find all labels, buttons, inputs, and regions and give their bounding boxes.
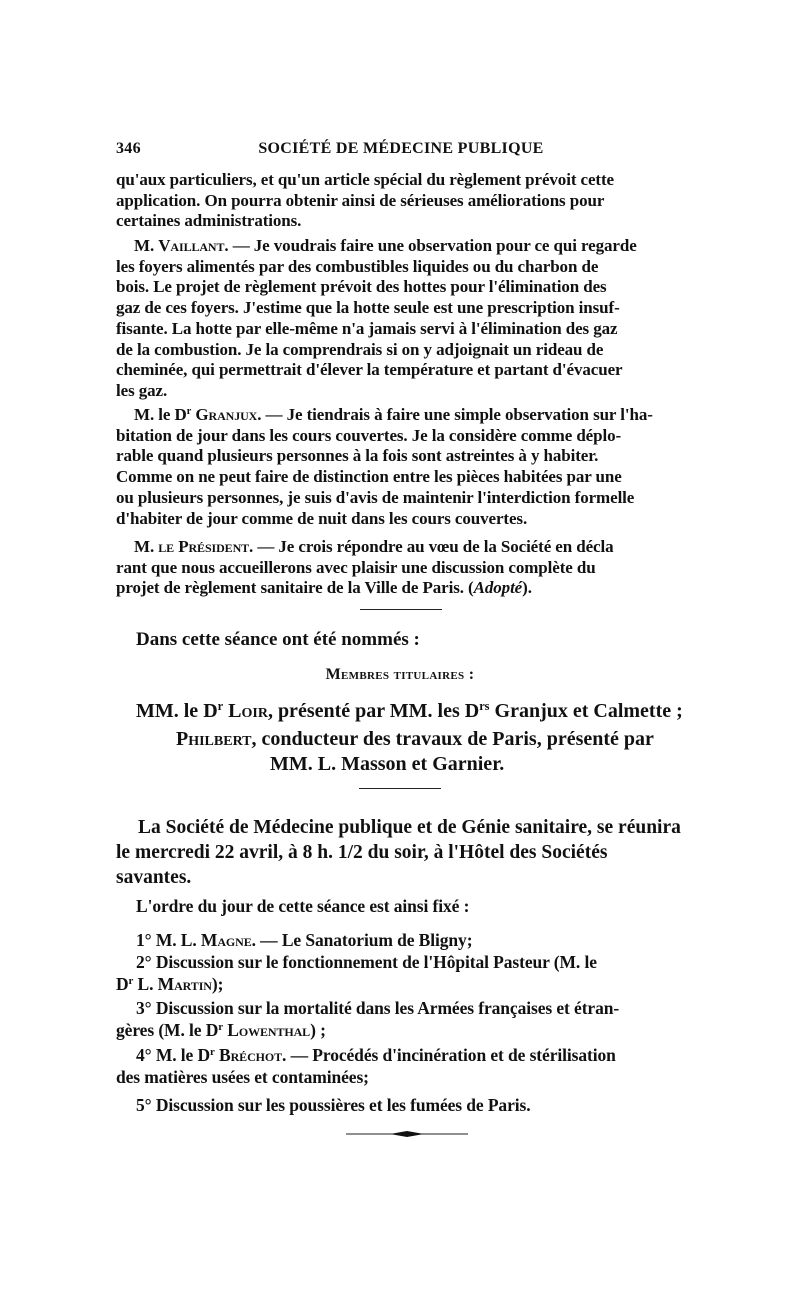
paragraph-continuation: qu'aux particuliers, et qu'un article spécial du règlement prévoit cette application. On pourra obtenir ainsi de sérieuses améliorations pour certaines administrations. xyxy=(116,170,615,231)
nominee-line-1: MM. le $D^r$ Loir, présenté par MM. les $D^{rs}$ Granjux et Calmette ; xyxy=(136,699,683,722)
agenda-item-3: 3° Discussion sur la mortalité dans les Armées françaises et étran- gères (M. le $D^r$ Lowenthal) ; xyxy=(116,998,620,1040)
separator-rule xyxy=(359,788,441,789)
speaker-name: Vaillant xyxy=(158,236,225,255)
agenda-item-2: 2° Discussion sur le fonctionnement de l'Hôpital Pasteur (M. le $D^r$ L. Martin); xyxy=(116,952,597,994)
paragraph-president: M. le Président. — Je crois répondre au vœu de la Société en décla rant que nous accueillerons avec plaisir une discussion complète du projet de règlement sanitaire de la Ville de Paris. (Adopté). xyxy=(116,537,614,598)
running-title: SOCIÉTÉ DE MÉDECINE PUBLIQUE xyxy=(258,140,544,157)
nominee-line-2: Philbert, conducteur des travaux de Paris, présenté par xyxy=(176,728,654,750)
paragraph-granjux: M. le $D^r$ Granjux. — Je tiendrais à faire une simple observation sur l'ha- bitation de jour dans les cours couvertes. Je la considère comme déplo- rable quand plusieurs personnes à la fois sont astreintes à y habiter. Comme on ne peut faire de distinction entre les pièces habitées par une ou plusieurs personnes, je suis d'avis de maintenir l'interdiction formelle d'habiter de jour comme de nuit dans les cours couvertes. xyxy=(116,405,653,528)
page-number: 346 xyxy=(116,140,141,157)
announcement: La Société de Médecine publique et de Génie sanitaire, se réunira le mercredi 22 avril, à 8 h. 1/2 du soir, à l'Hôtel des Sociétés savantes. xyxy=(116,817,681,888)
agenda-intro: L'ordre du jour de cette séance est ainsi fixé : xyxy=(136,896,470,916)
paragraph-vaillant: M. Vaillant. — Je voudrais faire une observation pour ce qui regarde les foyers alimentés par des combustibles liquides ou du charbon de bois. Le projet de règlement prévoit des hottes pour l'élimination des gaz de ces foyers. J'estime que la hotte seule est une prescription insuf- fisante. La hotte par elle-même n'a jamais servi à l'élimination des gaz de la combustion. Je la comprendrais si on y adjoignait un rideau de cheminée, qui permettrait d'élever la température et partant d'évacuer les gaz. xyxy=(116,236,637,400)
nominee-line-3: MM. L. Masson et Garnier. xyxy=(270,753,505,775)
nominations-intro: Dans cette séance ont été nommés : xyxy=(136,629,420,650)
running-header xyxy=(116,136,686,162)
agenda-item-4: 4° M. le $D^r$ Bréchot. — Procédés d'incinération et de stérilisation des matières usées et contaminées; xyxy=(116,1045,616,1087)
agenda-item-5: 5° Discussion sur les poussières et les fumées de Paris. xyxy=(136,1095,531,1115)
nominations-heading: Membres titulaires : xyxy=(325,666,475,683)
separator-rule xyxy=(360,609,442,610)
end-ornament-icon xyxy=(346,1128,468,1140)
agenda-item-1: 1° M. L. Magne. — Le Sanatorium de Bligny; xyxy=(136,930,473,950)
speaker-name: le Président xyxy=(158,537,250,556)
speaker-name: Granjux xyxy=(195,405,258,424)
